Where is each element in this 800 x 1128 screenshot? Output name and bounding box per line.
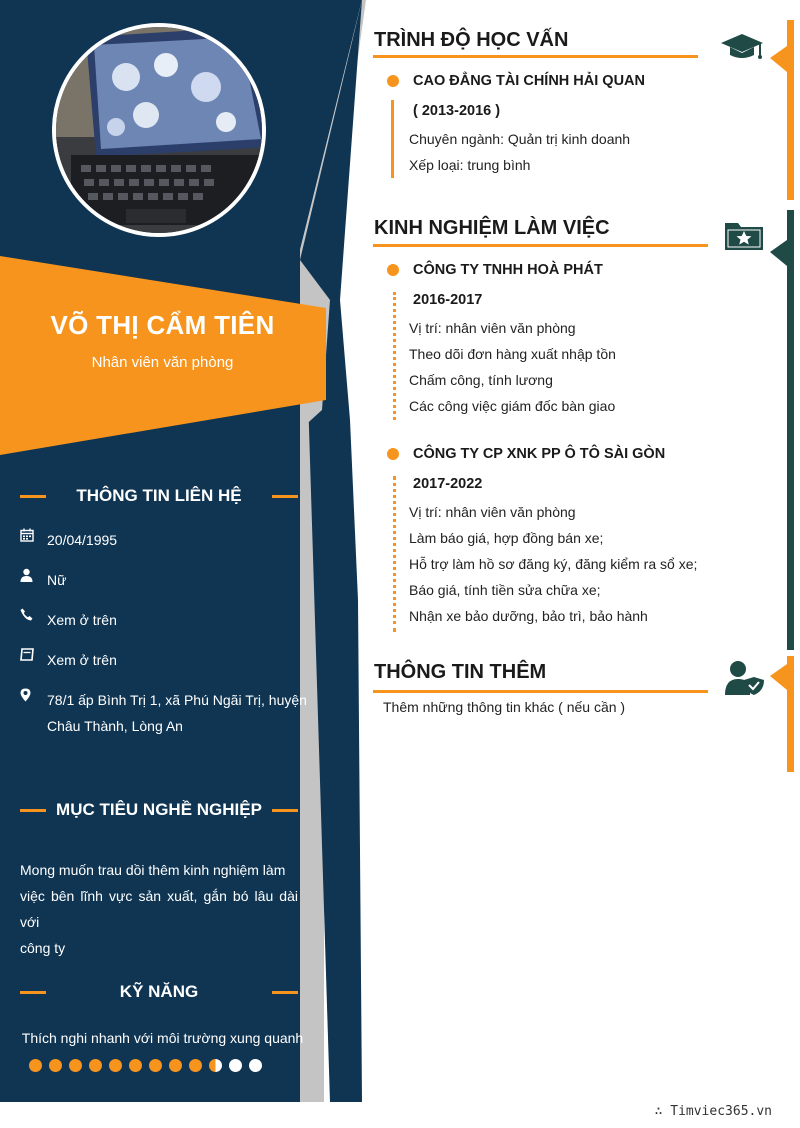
job2-period: 2017-2022 [413, 476, 483, 492]
objective-line-2: việc bên lĩnh vực sản xuất, gắn bó lâu dài với [20, 888, 298, 930]
candidate-role: Nhân viên văn phòng [91, 354, 234, 371]
skill-dot [209, 1059, 222, 1072]
contact-birthday [20, 527, 310, 553]
contact-email [20, 647, 310, 673]
skill-dot [129, 1059, 142, 1072]
phone-icon [20, 607, 47, 633]
footer-brand-text: Timviec365.vn [670, 1104, 772, 1119]
experience-heading: KINH NGHIỆM LÀM VIỆC [374, 217, 610, 239]
skill-dot [249, 1059, 262, 1072]
heading-bar-left [20, 809, 46, 812]
job2-line: Vị trí: nhân viên văn phòng [409, 504, 576, 520]
email-text: Xem ở trên [47, 652, 117, 668]
objective-heading [20, 800, 298, 820]
extra-heading: THÔNG TIN THÊM [374, 661, 547, 683]
job2-line: Hỗ trợ làm hồ sơ đăng ký, đăng kiểm ra sổ xe; [409, 556, 698, 572]
user-icon [20, 567, 47, 593]
gender-text: Nữ [47, 572, 67, 588]
extra-text: Thêm những thông tin khác ( nếu cần ) [383, 699, 626, 715]
calendar-icon [20, 527, 47, 553]
objective-text [20, 857, 298, 961]
extra-underline [373, 690, 708, 693]
job1-period: 2016-2017 [413, 292, 483, 308]
skill-dot [149, 1059, 162, 1072]
job2-company: CÔNG TY CP XNK PP Ô TÔ SÀI GÒN [413, 446, 666, 462]
education-period: ( 2013-2016 ) [413, 103, 501, 119]
address-line-1: 78/1 ấp Bình Trị 1, xã Phú Ngãi Trị, huyện [47, 692, 307, 708]
skill-dot [169, 1059, 182, 1072]
skill-rating [29, 1059, 262, 1072]
job2-bullet [387, 448, 399, 460]
folder-star-icon [724, 218, 764, 254]
experience-underline [373, 244, 708, 247]
skill-dot [69, 1059, 82, 1072]
job2-line: Báo giá, tính tiền sửa chữa xe; [409, 582, 601, 598]
candidate-name: VÕ THỊ CẨM TIÊN [50, 310, 275, 340]
objective-heading-text: MỤC TIÊU NGHỀ NGHIỆP [56, 800, 262, 819]
skill-dot [189, 1059, 202, 1072]
education-school: CAO ĐẲNG TÀI CHÍNH HẢI QUAN [413, 73, 645, 89]
graduation-cap-icon [720, 30, 760, 66]
job1-line: Theo dõi đơn hàng xuất nhập tồn [409, 346, 616, 362]
objective-line-3: công ty [20, 940, 66, 956]
job1-line: Chấm công, tính lương [409, 372, 553, 388]
skill-dot [109, 1059, 122, 1072]
heading-bar-left [20, 991, 46, 994]
job2-line: Nhận xe bảo dưỡng, bảo trì, bảo hành [409, 608, 648, 624]
skill-dot [29, 1059, 42, 1072]
contact-heading [20, 486, 298, 506]
heading-bar-left [20, 495, 46, 498]
education-heading: TRÌNH ĐỘ HỌC VẤN [374, 29, 569, 51]
education-grade: Xếp loại: trung bình [409, 157, 531, 173]
education-major: Chuyên ngành: Quản trị kinh doanh [409, 131, 631, 147]
job2-timeline-dots [393, 476, 396, 632]
skill-name: Thích nghi nhanh với môi trường xung quanh [21, 1030, 304, 1046]
address-text [47, 687, 307, 739]
dots-icon: ∴ [654, 1104, 671, 1119]
phone-text: Xem ở trên [47, 612, 117, 628]
footer-brand [655, 1104, 772, 1119]
objective-line-1: Mong muốn trau dồi thêm kinh nghiệm làm [20, 862, 286, 878]
skill-dot [49, 1059, 62, 1072]
heading-bar-right [272, 495, 298, 498]
job1-timeline-dots [393, 292, 396, 420]
job1-company: CÔNG TY TNHH HOÀ PHÁT [413, 262, 603, 278]
skill-dot [229, 1059, 242, 1072]
heading-bar-right [272, 991, 298, 994]
education-timeline-bar [391, 100, 394, 178]
email-icon [20, 647, 47, 673]
avatar-photo [56, 27, 262, 233]
job2-line: Làm báo giá, hợp đồng bán xe; [409, 530, 604, 546]
education-bullet [387, 75, 399, 87]
user-check-icon [724, 660, 764, 696]
education-underline [373, 55, 698, 58]
job1-line: Vị trí: nhân viên văn phòng [409, 320, 576, 336]
skills-heading-text: KỸ NĂNG [119, 982, 199, 1001]
birthday-text: 20/04/1995 [47, 532, 118, 548]
job1-bullet [387, 264, 399, 276]
contact-gender [20, 567, 310, 593]
job1-line: Các công việc giám đốc bàn giao [409, 398, 616, 414]
skills-heading [20, 982, 298, 1002]
contact-address [20, 687, 310, 739]
contact-phone [20, 607, 310, 633]
contact-heading-text: THÔNG TIN LIÊN HỆ [76, 486, 242, 505]
address-line-2: Châu Thành, Lòng An [47, 718, 183, 734]
skill-dot [89, 1059, 102, 1072]
heading-bar-right [272, 809, 298, 812]
avatar [52, 23, 266, 237]
location-icon [20, 687, 47, 739]
